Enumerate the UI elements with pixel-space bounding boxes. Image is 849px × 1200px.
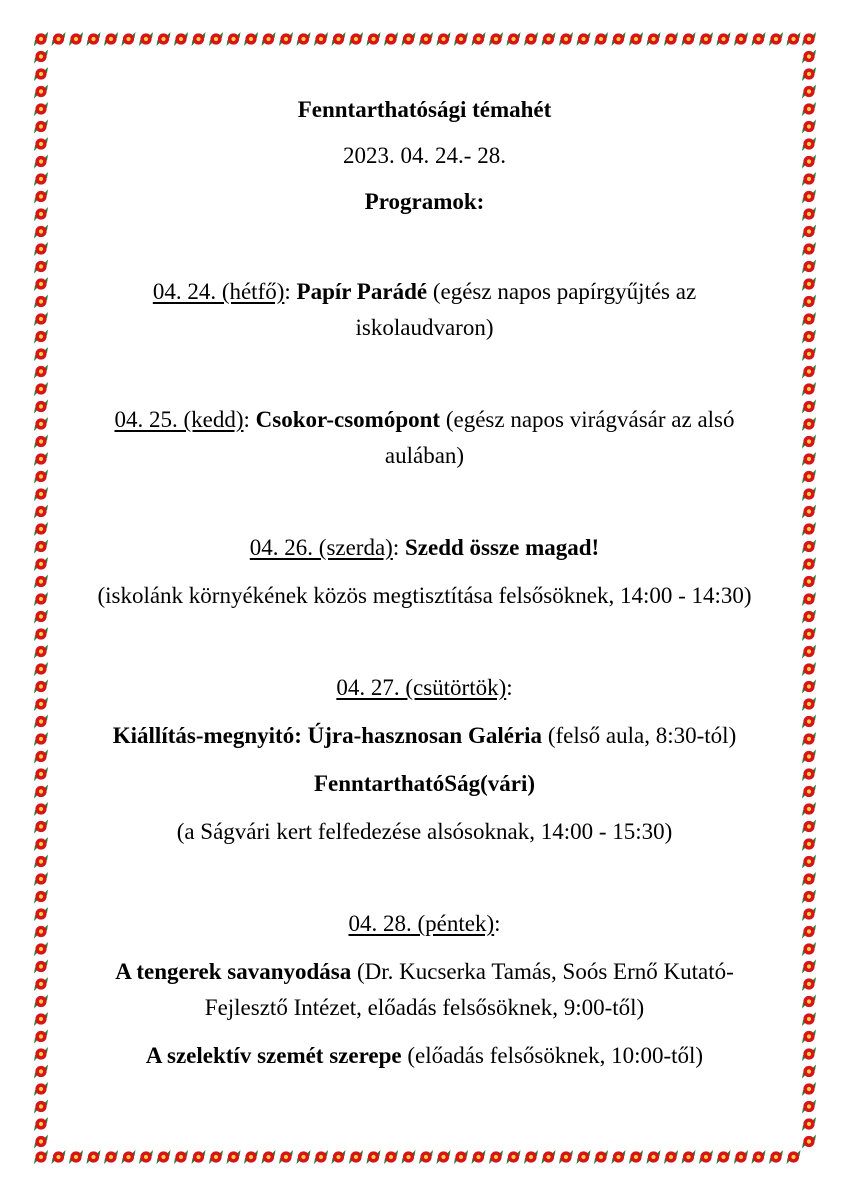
red-flower-icon <box>802 452 816 466</box>
tuesday-date: 04. 25. (kedd) <box>114 407 244 432</box>
red-flower-icon <box>122 32 136 46</box>
red-flower-icon <box>34 855 48 869</box>
red-flower-icon <box>717 1150 731 1164</box>
red-flower-icon <box>34 155 48 169</box>
red-flower-icon <box>34 732 48 746</box>
red-flower-icon <box>559 1150 573 1164</box>
red-flower-icon <box>802 732 816 746</box>
poster-title: Fenntarthatósági témahét <box>297 97 552 122</box>
red-flower-icon <box>802 610 816 624</box>
red-flower-icon <box>384 32 398 46</box>
red-flower-icon <box>802 1117 816 1131</box>
red-flower-icon <box>34 417 48 431</box>
red-flower-icon <box>802 155 816 169</box>
red-flower-icon <box>769 32 783 46</box>
red-flower-icon <box>802 540 816 554</box>
flower-border-top <box>32 30 818 48</box>
red-flower-icon <box>34 767 48 781</box>
red-flower-icon <box>314 1150 328 1164</box>
red-flower-icon <box>34 1100 48 1114</box>
red-flower-icon <box>577 32 591 46</box>
red-flower-icon <box>802 242 816 256</box>
red-flower-icon <box>802 995 816 1009</box>
friday-event-1 <box>92 954 757 1026</box>
red-flower-icon <box>802 295 816 309</box>
red-flower-icon <box>34 137 48 151</box>
red-flower-icon <box>262 32 276 46</box>
thursday-colon: : <box>506 675 513 700</box>
red-flower-icon <box>802 1100 816 1114</box>
red-flower-icon <box>122 1150 136 1164</box>
red-flower-icon <box>802 1030 816 1044</box>
red-flower-icon <box>192 1150 206 1164</box>
wednesday-detail: (iskolánk környékének közös megtisztítása felsősöknek, 14:00 - 14:30) <box>97 583 752 608</box>
red-flower-icon <box>69 32 83 46</box>
red-flower-icon <box>802 697 816 711</box>
red-flower-icon <box>802 837 816 851</box>
red-flower-icon <box>802 1012 816 1026</box>
red-flower-icon <box>34 505 48 519</box>
red-flower-icon <box>454 1150 468 1164</box>
red-flower-icon <box>297 1150 311 1164</box>
red-flower-icon <box>279 32 293 46</box>
red-flower-icon <box>34 977 48 991</box>
red-flower-icon <box>802 785 816 799</box>
red-flower-icon <box>34 592 48 606</box>
red-flower-icon <box>34 435 48 449</box>
monday-detail: (egész napos papírgyűjtés az iskolaudvaron) <box>355 279 697 340</box>
friday-event-2 <box>92 1038 757 1074</box>
red-flower-icon <box>489 32 503 46</box>
flower-border-right <box>800 30 818 1166</box>
red-flower-icon <box>664 1150 678 1164</box>
thursday-event-1-detail: (felső aula, 8:30-tól) <box>542 723 737 748</box>
red-flower-icon <box>802 1082 816 1096</box>
red-flower-icon <box>802 120 816 134</box>
red-flower-icon <box>802 925 816 939</box>
red-flower-icon <box>802 277 816 291</box>
monday-event: Papír Parádé <box>296 279 428 304</box>
red-flower-icon <box>802 487 816 501</box>
red-flower-icon <box>402 32 416 46</box>
red-flower-icon <box>34 295 48 309</box>
red-flower-icon <box>802 960 816 974</box>
red-flower-icon <box>227 32 241 46</box>
red-flower-icon <box>157 1150 171 1164</box>
red-flower-icon <box>34 820 48 834</box>
red-flower-icon <box>577 1150 591 1164</box>
red-flower-icon <box>34 907 48 921</box>
red-flower-icon <box>34 382 48 396</box>
red-flower-icon <box>69 1150 83 1164</box>
red-flower-icon <box>34 452 48 466</box>
red-flower-icon <box>802 627 816 641</box>
flower-border-left <box>32 30 50 1166</box>
red-flower-icon <box>802 312 816 326</box>
red-flower-icon <box>472 32 486 46</box>
red-flower-icon <box>802 977 816 991</box>
red-flower-icon <box>34 277 48 291</box>
friday-entry <box>92 906 757 942</box>
tuesday-event: Csokor-csomópont <box>255 407 441 432</box>
red-flower-icon <box>174 32 188 46</box>
red-flower-icon <box>402 1150 416 1164</box>
red-flower-icon <box>34 67 48 81</box>
red-flower-icon <box>802 645 816 659</box>
thursday-date: 04. 27. (csütörtök) <box>336 675 507 700</box>
red-flower-icon <box>542 1150 556 1164</box>
red-flower-icon <box>262 1150 276 1164</box>
red-flower-icon <box>802 680 816 694</box>
red-flower-icon <box>682 1150 696 1164</box>
wednesday-date: 04. 26. (szerda) <box>249 535 393 560</box>
red-flower-icon <box>244 32 258 46</box>
red-flower-icon <box>34 662 48 676</box>
wednesday-colon: : <box>392 535 405 560</box>
red-flower-icon <box>34 680 48 694</box>
red-flower-icon <box>647 32 661 46</box>
red-flower-icon <box>802 85 816 99</box>
wednesday-entry <box>92 530 757 566</box>
red-flower-icon <box>802 872 816 886</box>
red-flower-icon <box>437 32 451 46</box>
red-flower-icon <box>802 225 816 239</box>
red-flower-icon <box>192 32 206 46</box>
red-flower-icon <box>734 1150 748 1164</box>
monday-entry <box>92 274 757 346</box>
red-flower-icon <box>664 32 678 46</box>
red-flower-icon <box>802 417 816 431</box>
red-flower-icon <box>802 190 816 204</box>
red-flower-icon <box>787 1150 801 1164</box>
red-flower-icon <box>802 855 816 869</box>
red-flower-icon <box>507 1150 521 1164</box>
red-flower-icon <box>34 242 48 256</box>
red-flower-icon <box>802 907 816 921</box>
red-flower-icon <box>227 1150 241 1164</box>
red-flower-icon <box>802 662 816 676</box>
red-flower-icon <box>34 1012 48 1026</box>
red-flower-icon <box>802 435 816 449</box>
red-flower-icon <box>332 1150 346 1164</box>
red-flower-icon <box>802 942 816 956</box>
thursday-entry <box>92 670 757 706</box>
red-flower-icon <box>802 505 816 519</box>
red-flower-icon <box>104 1150 118 1164</box>
red-flower-icon <box>802 137 816 151</box>
monday-date: 04. 24. (hétfő) <box>152 279 285 304</box>
red-flower-icon <box>802 522 816 536</box>
red-flower-icon <box>802 347 816 361</box>
red-flower-icon <box>717 32 731 46</box>
thursday-event-2-detail: (a Ságvári kert felfedezése alsósoknak, 14:00 - 15:30) <box>176 819 673 844</box>
red-flower-icon <box>34 85 48 99</box>
red-flower-icon <box>489 1150 503 1164</box>
red-flower-icon <box>419 1150 433 1164</box>
red-flower-icon <box>629 32 643 46</box>
red-flower-icon <box>802 50 816 64</box>
friday-colon: : <box>494 911 501 936</box>
red-flower-icon <box>34 400 48 414</box>
red-flower-icon <box>34 1135 48 1149</box>
red-flower-icon <box>279 1150 293 1164</box>
red-flower-icon <box>34 470 48 484</box>
red-flower-icon <box>34 172 48 186</box>
red-flower-icon <box>34 715 48 729</box>
red-flower-icon <box>594 32 608 46</box>
red-flower-icon <box>802 575 816 589</box>
red-flower-icon <box>34 802 48 816</box>
red-flower-icon <box>34 102 48 116</box>
red-flower-icon <box>34 487 48 501</box>
friday-event-2-title: A szelektív szemét szerepe <box>145 1043 402 1068</box>
red-flower-icon <box>34 1082 48 1096</box>
red-flower-icon <box>244 1150 258 1164</box>
red-flower-icon <box>34 750 48 764</box>
red-flower-icon <box>34 925 48 939</box>
red-flower-icon <box>802 802 816 816</box>
poster-content <box>92 92 757 1074</box>
red-flower-icon <box>34 1047 48 1061</box>
red-flower-icon <box>332 32 346 46</box>
red-flower-icon <box>699 32 713 46</box>
red-flower-icon <box>34 942 48 956</box>
red-flower-icon <box>802 890 816 904</box>
red-flower-icon <box>752 1150 766 1164</box>
red-flower-icon <box>34 1065 48 1079</box>
red-flower-icon <box>802 400 816 414</box>
flower-border-bottom <box>32 1148 818 1166</box>
red-flower-icon <box>594 1150 608 1164</box>
red-flower-icon <box>802 767 816 781</box>
red-flower-icon <box>507 32 521 46</box>
red-flower-icon <box>34 645 48 659</box>
monday-colon: : <box>284 279 297 304</box>
red-flower-icon <box>384 1150 398 1164</box>
friday-event-1-detail: (Dr. Kucserka Tamás, Soós Ernő Kutató-Fejlesztő Intézet, előadás felsősöknek, 9:00-től) <box>204 959 734 1020</box>
red-flower-icon <box>34 540 48 554</box>
red-flower-icon <box>802 102 816 116</box>
red-flower-icon <box>34 1117 48 1131</box>
red-flower-icon <box>87 1150 101 1164</box>
red-flower-icon <box>34 190 48 204</box>
red-flower-icon <box>542 32 556 46</box>
friday-date: 04. 28. (péntek) <box>348 911 495 936</box>
red-flower-icon <box>34 575 48 589</box>
red-flower-icon <box>682 32 696 46</box>
red-flower-icon <box>802 382 816 396</box>
red-flower-icon <box>802 715 816 729</box>
programs-heading: Programok: <box>364 189 485 214</box>
friday-event-1-title: A tengerek savanyodása <box>115 959 352 984</box>
red-flower-icon <box>34 627 48 641</box>
red-flower-icon <box>34 365 48 379</box>
red-flower-icon <box>34 50 48 64</box>
red-flower-icon <box>34 330 48 344</box>
red-flower-icon <box>34 995 48 1009</box>
red-flower-icon <box>454 32 468 46</box>
red-flower-icon <box>52 1150 66 1164</box>
red-flower-icon <box>802 592 816 606</box>
red-flower-icon <box>524 1150 538 1164</box>
red-flower-icon <box>802 260 816 274</box>
red-flower-icon <box>104 32 118 46</box>
red-flower-icon <box>802 32 816 46</box>
red-flower-icon <box>314 32 328 46</box>
tuesday-colon: : <box>243 407 256 432</box>
red-flower-icon <box>612 1150 626 1164</box>
red-flower-icon <box>34 225 48 239</box>
tuesday-detail: (egész napos virágvásár az alsó aulában) <box>384 407 735 468</box>
red-flower-icon <box>34 207 48 221</box>
red-flower-icon <box>174 1150 188 1164</box>
red-flower-icon <box>472 1150 486 1164</box>
red-flower-icon <box>139 1150 153 1164</box>
red-flower-icon <box>52 32 66 46</box>
red-flower-icon <box>209 1150 223 1164</box>
wednesday-event: Szedd össze magad! <box>404 535 600 560</box>
red-flower-icon <box>802 172 816 186</box>
red-flower-icon <box>34 837 48 851</box>
red-flower-icon <box>437 1150 451 1164</box>
red-flower-icon <box>612 32 626 46</box>
red-flower-icon <box>209 32 223 46</box>
red-flower-icon <box>34 312 48 326</box>
red-flower-icon <box>802 330 816 344</box>
red-flower-icon <box>802 1135 816 1149</box>
red-flower-icon <box>769 1150 783 1164</box>
red-flower-icon <box>34 960 48 974</box>
red-flower-icon <box>34 697 48 711</box>
date-range: 2023. 04. 24.- 28. <box>343 143 506 168</box>
red-flower-icon <box>802 207 816 221</box>
red-flower-icon <box>34 890 48 904</box>
red-flower-icon <box>802 557 816 571</box>
red-flower-icon <box>647 1150 661 1164</box>
red-flower-icon <box>139 32 153 46</box>
red-flower-icon <box>157 32 171 46</box>
red-flower-icon <box>734 32 748 46</box>
red-flower-icon <box>367 1150 381 1164</box>
red-flower-icon <box>34 32 48 46</box>
red-flower-icon <box>367 32 381 46</box>
red-flower-icon <box>34 260 48 274</box>
red-flower-icon <box>297 32 311 46</box>
red-flower-icon <box>34 347 48 361</box>
thursday-event-2-title: FenntarthatóSág(vári) <box>313 771 536 796</box>
red-flower-icon <box>34 522 48 536</box>
red-flower-icon <box>699 1150 713 1164</box>
red-flower-icon <box>787 32 801 46</box>
red-flower-icon <box>802 1047 816 1061</box>
red-flower-icon <box>349 1150 363 1164</box>
red-flower-icon <box>34 120 48 134</box>
thursday-event-1-title: Kiállítás-megnyitó: Újra-hasznosan Galéria <box>112 723 543 748</box>
red-flower-icon <box>34 872 48 886</box>
red-flower-icon <box>34 557 48 571</box>
red-flower-icon <box>752 32 766 46</box>
red-flower-icon <box>34 610 48 624</box>
red-flower-icon <box>802 1065 816 1079</box>
red-flower-icon <box>802 820 816 834</box>
red-flower-icon <box>87 32 101 46</box>
red-flower-icon <box>629 1150 643 1164</box>
red-flower-icon <box>802 470 816 484</box>
red-flower-icon <box>802 67 816 81</box>
thursday-event-1 <box>92 718 757 754</box>
friday-event-2-detail: (előadás felsősöknek, 10:00-től) <box>401 1043 704 1068</box>
red-flower-icon <box>419 32 433 46</box>
red-flower-icon <box>802 750 816 764</box>
red-flower-icon <box>349 32 363 46</box>
red-flower-icon <box>34 1030 48 1044</box>
red-flower-icon <box>34 785 48 799</box>
red-flower-icon <box>802 365 816 379</box>
red-flower-icon <box>559 32 573 46</box>
tuesday-entry <box>92 402 757 474</box>
red-flower-icon <box>524 32 538 46</box>
